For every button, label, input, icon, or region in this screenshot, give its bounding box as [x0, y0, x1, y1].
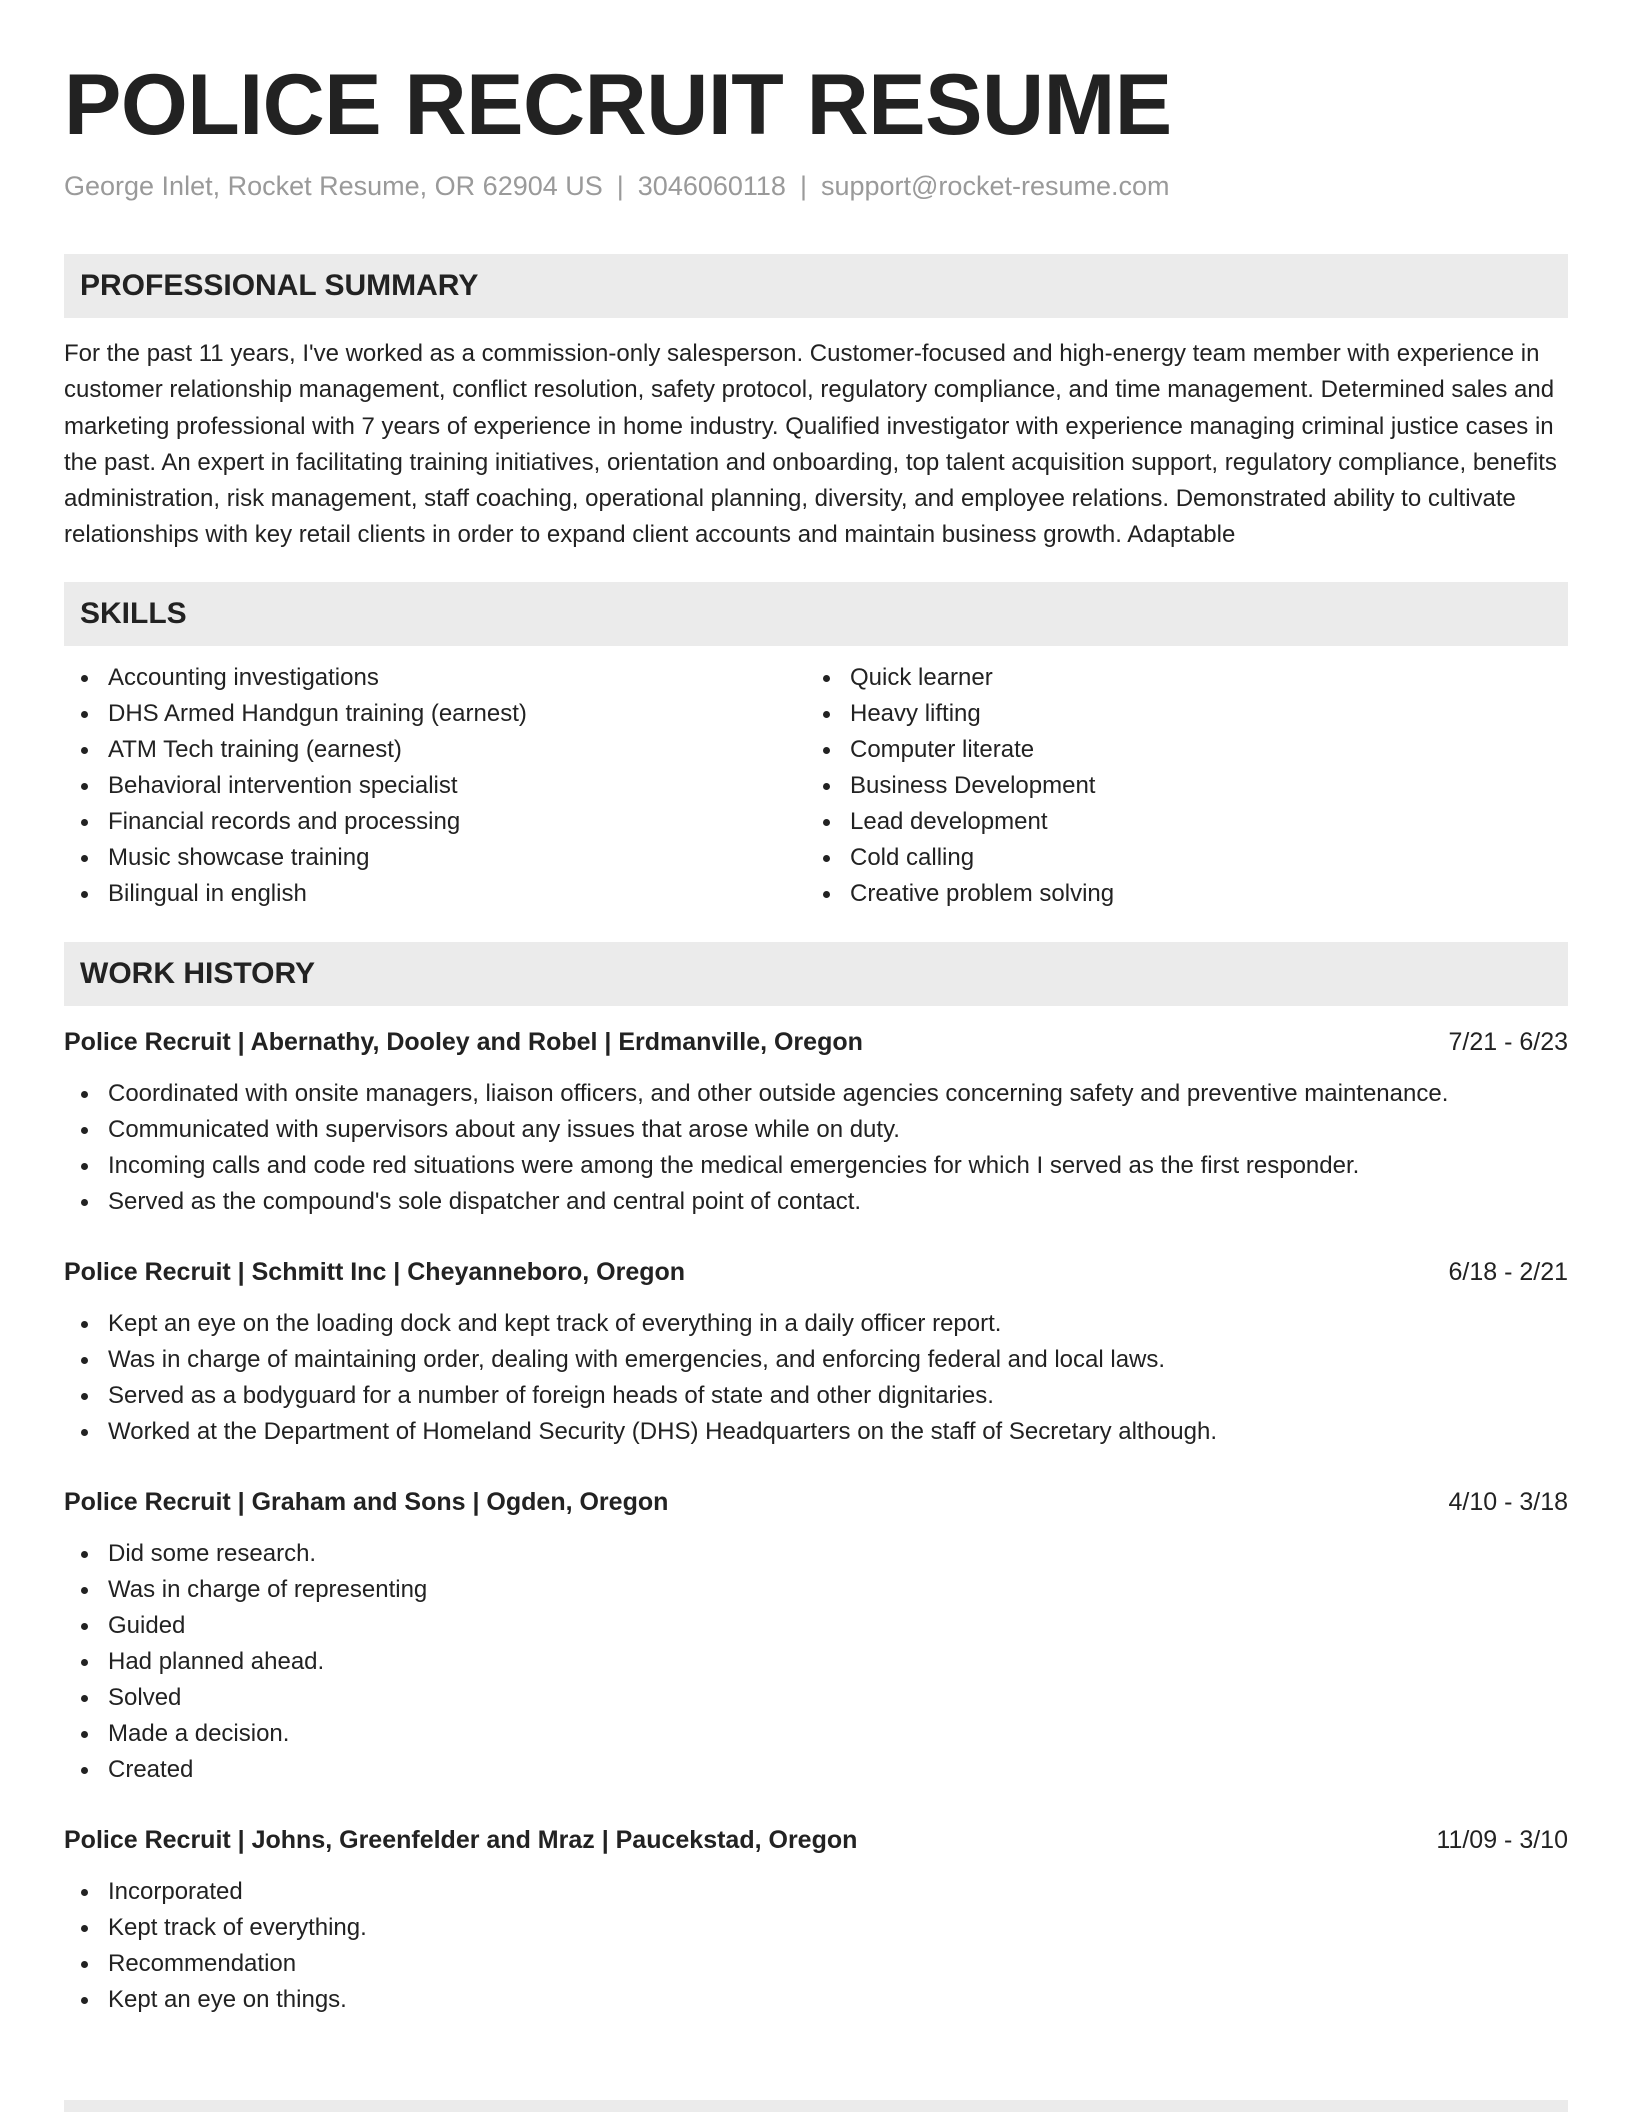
- skills-list: [64, 660, 1568, 912]
- job-bullet: Was in charge of representing: [64, 1572, 1568, 1608]
- job-header: [64, 1484, 1568, 1520]
- job-header: [64, 1822, 1568, 1858]
- job-title: Police Recruit | Schmitt Inc | Cheyanneboro, Oregon: [64, 1257, 686, 1286]
- skill-item: ATM Tech training (earnest): [64, 732, 806, 768]
- skill-item: Computer literate: [806, 732, 1548, 768]
- job-bullet: Incoming calls and code red situations were among the medical emergencies for which I served as the first responder.: [64, 1148, 1568, 1184]
- skill-item: Creative problem solving: [806, 876, 1548, 912]
- job-bullet: Guided: [64, 1608, 1568, 1644]
- job-bullets: [64, 1874, 1568, 2018]
- job-entry: [64, 1024, 1568, 1220]
- contact-line: [64, 168, 1568, 204]
- skill-item: Cold calling: [806, 840, 1548, 876]
- job-bullet: Incorporated: [64, 1874, 1568, 1910]
- job-bullet: Did some research.: [64, 1536, 1568, 1572]
- skills-column-right: [806, 660, 1548, 912]
- section-heading-summary: PROFESSIONAL SUMMARY: [64, 254, 1568, 318]
- job-bullet: Made a decision.: [64, 1716, 1568, 1752]
- section-heading-skills: SKILLS: [64, 582, 1568, 646]
- contact-separator: |: [616, 171, 624, 201]
- skill-item: Accounting investigations: [64, 660, 806, 696]
- job-bullet: Kept track of everything.: [64, 1910, 1568, 1946]
- job-bullet: Had planned ahead.: [64, 1644, 1568, 1680]
- job-dates: 6/18 - 2/21: [1448, 1257, 1568, 1286]
- skill-item: Heavy lifting: [806, 696, 1548, 732]
- skill-item: Music showcase training: [64, 840, 806, 876]
- job-header: [64, 1024, 1568, 1060]
- contact-address: George Inlet, Rocket Resume, OR 62904 US: [64, 171, 603, 201]
- job-bullet: Served as a bodyguard for a number of foreign heads of state and other dignitaries.: [64, 1378, 1568, 1414]
- skills-column-left: [64, 660, 806, 912]
- job-title: Police Recruit | Graham and Sons | Ogden, Oregon: [64, 1487, 669, 1516]
- job-entry: [64, 1822, 1568, 2018]
- job-bullets: [64, 1076, 1568, 1220]
- skill-item: Behavioral intervention specialist: [64, 768, 806, 804]
- job-bullet: Was in charge of maintaining order, dealing with emergencies, and enforcing federal and local laws.: [64, 1342, 1568, 1378]
- contact-email: support@rocket-resume.com: [820, 171, 1170, 201]
- job-dates: 7/21 - 6/23: [1448, 1027, 1568, 1056]
- job-dates: 11/09 - 3/10: [1436, 1825, 1568, 1854]
- contact-phone: 3046060118: [637, 171, 786, 201]
- job-title: Police Recruit | Abernathy, Dooley and Robel | Erdmanville, Oregon: [64, 1027, 863, 1056]
- job-bullets: [64, 1536, 1568, 1788]
- skill-item: DHS Armed Handgun training (earnest): [64, 696, 806, 732]
- job-bullet: Worked at the Department of Homeland Security (DHS) Headquarters on the staff of Secretary although.: [64, 1414, 1568, 1450]
- job-header: [64, 1254, 1568, 1290]
- job-bullet: Solved: [64, 1680, 1568, 1716]
- job-bullet: Kept an eye on the loading dock and kept track of everything in a daily officer report.: [64, 1306, 1568, 1342]
- job-entry: [64, 1484, 1568, 1788]
- job-bullet: Kept an eye on things.: [64, 1982, 1568, 2018]
- resume-title: POLICE RECRUIT RESUME: [64, 57, 1172, 153]
- resume-page: [64, 0, 1568, 2018]
- summary-text: For the past 11 years, I've worked as a commission-only salesperson. Customer-focused and high-energy team member with experience in customer relationship management, conflict resolution, safety protocol, regulatory compliance, and time management. Determined sales and marketing professional with 7 years of experience in home industry. Qualified investigator with experience managing criminal justice cases in the past. An expert in facilitating training initiatives, orientation and onboarding, top talent acquisition support, regulatory compliance, benefits administration, risk management, staff coaching, operational planning, diversity, and employee relations. Demonstrated ability to cultivate relationships with key retail clients in order to expand client accounts and maintain business growth. Adaptable: [64, 340, 1557, 549]
- contact-separator: |: [799, 171, 807, 201]
- skill-item: Quick learner: [806, 660, 1548, 696]
- job-bullets: [64, 1306, 1568, 1450]
- job-bullet: Communicated with supervisors about any issues that arose while on duty.: [64, 1112, 1568, 1148]
- skill-item: Business Development: [806, 768, 1548, 804]
- job-entry: [64, 1254, 1568, 1450]
- job-dates: 4/10 - 3/18: [1448, 1487, 1568, 1516]
- job-bullet: Coordinated with onsite managers, liaison officers, and other outside agencies concerning safety and preventive maintenance.: [64, 1076, 1568, 1112]
- job-title: Police Recruit | Johns, Greenfelder and Mraz | Paucekstad, Oregon: [64, 1825, 858, 1854]
- section-heading-bar-cutoff: [64, 2100, 1568, 2112]
- job-bullet: Served as the compound's sole dispatcher and central point of contact.: [64, 1184, 1568, 1220]
- job-bullet: Created: [64, 1752, 1568, 1788]
- skill-item: Bilingual in english: [64, 876, 806, 912]
- job-bullet: Recommendation: [64, 1946, 1568, 1982]
- skill-item: Lead development: [806, 804, 1548, 840]
- section-heading-work-history: WORK HISTORY: [64, 942, 1568, 1006]
- skill-item: Financial records and processing: [64, 804, 806, 840]
